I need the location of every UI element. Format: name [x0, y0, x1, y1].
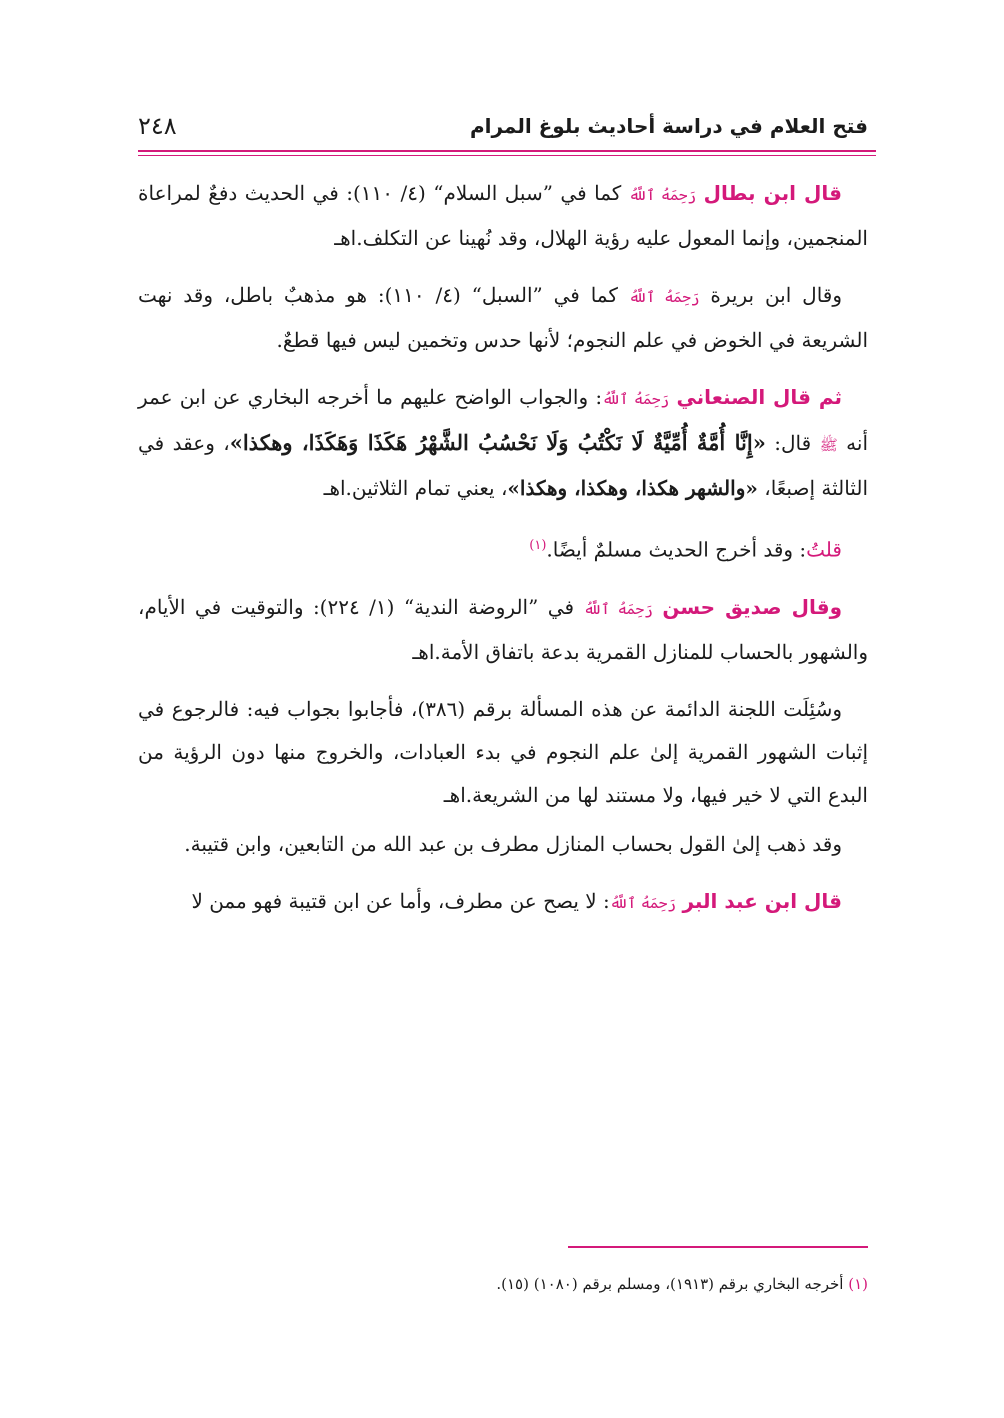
- paragraph-text: قال:: [774, 431, 812, 455]
- speaker-ibn-abd-al-barr: قال ابن عبد البر: [682, 888, 842, 913]
- paragraph-text: : لا يصح عن مطرف، وأما عن ابن قتيبة فهو ممن لا: [191, 888, 610, 913]
- footnote-text: أخرجه البخاري برقم (١٩١٣)، ومسلم برقم (١٠٨٠) (١٥).: [496, 1275, 844, 1293]
- paragraph-text: وسُئِلَت اللجنة الدائمة عن هذه المسألة برقم (٣٨٦)، فأجابوا بجواب فيه: فالرجوع في إثبات الشهور القمرية إلىٰ علم النجوم في بدء العبادات، والخروج منها دون الرؤية من البدع التي لا خير فيها، ولا مستند لها من الشريعة.اهـ: [138, 696, 868, 807]
- honorific-rahimahullah: رَحِمَهُ ٱللَّهُ: [628, 288, 700, 306]
- page-header: [138, 108, 868, 144]
- honorific-rahimahullah: رَحِمَهُ ٱللَّهُ: [602, 390, 670, 408]
- hadith-quote: «والشهر هكذا، وهكذا، وهكذا»: [507, 476, 758, 500]
- paragraph-ibn-burayra: [138, 274, 868, 362]
- footnote-number: (١): [848, 1275, 868, 1293]
- honorific-rahimahullah: رَحِمَهُ ٱللَّهُ: [609, 893, 677, 912]
- paragraph-text: في ”الروضة الندية“ (١/ ٢٢٤): والتوقيت في الأيام، والشهور بالحساب للمنازل القمرية بدعة باتفاق الأمة.اهـ: [138, 594, 868, 664]
- paragraph-ibn-battal: [138, 172, 868, 260]
- speaker-ibn-battal: قال ابن بطال: [703, 181, 843, 205]
- body-text: [138, 172, 868, 939]
- paragraph-qultu: [138, 524, 868, 572]
- honorific-salla: ﷺ: [819, 436, 838, 454]
- paragraph-text: : وقد أخرج الحديث مسلمٌ أيضًا.: [546, 537, 807, 562]
- honorific-rahimahullah: رَحِمَهُ ٱللَّهُ: [583, 599, 653, 618]
- honorific-rahimahullah: رَحِمَهُ ٱللَّهُ: [628, 186, 697, 204]
- speaker-sanani: ثم قال الصنعاني: [676, 385, 843, 409]
- paragraph-siddiq-hasan: [138, 586, 868, 674]
- paragraph-text: كما في ”سبل السلام“ (٤/ ١١٠): في الحديث دفعٌ لمراعاة المنجمين، وإنما المعول عليه رؤية الهلال، وقد نُهينا عن التكلف.اهـ: [138, 181, 868, 250]
- paragraph-mutarrif: [138, 823, 868, 866]
- paragraph-text: كما في ”السبل“ (٤/ ١١٠): هو مذهبٌ باطل، وقد نهت الشريعة في الخوض في علم النجوم؛ لأنها حدس وتخمين ليس فيها قطعٌ.: [138, 283, 868, 352]
- paragraph-ibn-abd-al-barr: [138, 880, 868, 925]
- footnote-rule: [568, 1246, 868, 1248]
- page-number: ٢٤٨: [138, 112, 177, 140]
- hadith-quote: «إِنَّا أُمَّةٌ أُمِّيَّةٌ لَا نَكْتُبُ وَلَا نَحْسُبُ الشَّهْرُ هَكَذَا وَهَكَذَا، وهكذا»: [229, 430, 766, 455]
- header-rule-thin: [138, 155, 876, 156]
- paragraph-text: ، وعقد في الثالثة إصبعًا،: [138, 431, 868, 500]
- speaker-qultu: قلتُ: [806, 537, 842, 562]
- paragraph-sanani: [138, 376, 868, 510]
- speaker-siddiq-hasan: وقال صديق حسن: [662, 594, 843, 619]
- paragraph-lajna: [138, 688, 868, 817]
- footnote: [138, 1272, 868, 1296]
- paragraph-intro: وقال ابن بريرة: [710, 283, 843, 307]
- paragraph-text: ، يعني تمام الثلاثين.اهـ: [323, 476, 508, 500]
- running-title: فتح العلام في دراسة أحاديث بلوغ المرام: [469, 114, 868, 138]
- footnote-reference[interactable]: (١): [529, 538, 547, 553]
- paragraph-text: : والجواب الواضح عليهم ما أخرجه البخاري عن ابن عمر أنه: [138, 385, 869, 455]
- paragraph-text: وقد ذهب إلىٰ القول بحساب المنازل مطرف بن عبد الله من التابعين، وابن قتيبة.: [184, 831, 842, 856]
- header-rule-thick: [138, 150, 876, 152]
